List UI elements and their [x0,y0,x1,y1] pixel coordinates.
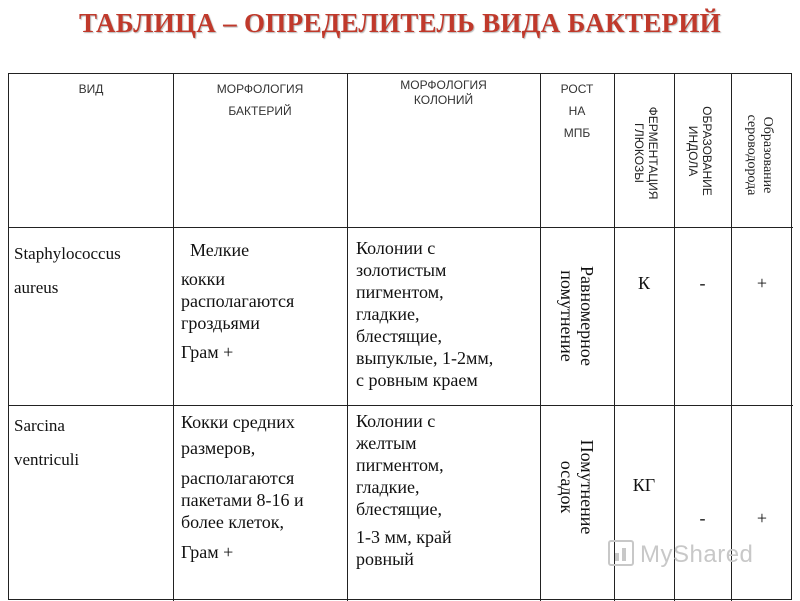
watermark [608,540,753,569]
header-glucose-line2: ГЛЮКОЗЫ [632,123,646,183]
row1-morph-line4: гроздьями [181,313,260,333]
row-divider [9,405,793,406]
row2-growth-line2: осадок [557,460,577,514]
row1-species [14,237,172,305]
row2-growth [557,437,597,537]
header-h2s-line2: сероводорода [744,114,759,196]
row1-morph-line1: Мелкие [190,240,250,260]
row2-col-line4: гладкие, [356,477,420,497]
header-growth-line1: РОСТ [560,82,594,96]
row-divider [9,227,793,228]
row1-species-line2: aureus [14,278,59,297]
col-divider [614,74,615,601]
header-growth-line3: МПБ [563,126,591,140]
row2-col-line1: Колонии с [356,411,436,431]
row1-col-line4: гладкие, [356,304,420,324]
header-morph-colonies-line1: МОРФОЛОГИЯ [400,78,487,92]
row2-col-line3: пигментом, [356,455,444,475]
row2-col-line7: ровный [356,549,414,569]
header-morph-colonies-line2: КОЛОНИЙ [413,93,474,107]
header-h2s [743,100,775,210]
col-divider [347,74,348,601]
header-morph-bacteria-line2: БАКТЕРИЙ [228,104,292,118]
bacteria-table [8,73,792,600]
row1-indole: - [699,273,706,293]
row1-growth-line1: Равномерное [577,265,597,366]
page-title: ТАБЛИЦА – ОПРЕДЕЛИТЕЛЬ ВИДА БАКТЕРИЙ [79,8,721,38]
row1-col-line2: золотистым [356,260,447,280]
row2-morph-line5: более клеток, [181,512,284,532]
row2-morph-line4: пакетами 8-16 и [181,490,304,510]
row2-colonies [356,410,541,570]
row2-morph-line2: размеров, [181,438,256,458]
row2-species [14,409,172,477]
watermark-text: MyShared [640,541,754,568]
row2-morph-line3: располагаются [181,468,295,488]
row2-growth-line1: Помутнение [577,439,597,535]
row2-h2s: + [756,508,768,528]
row2-col-line6: 1-3 мм, край [356,527,452,547]
row1-morph-line3: располагаются [181,291,295,311]
row2-col-line2: желтым [356,433,417,453]
row1-col-line5: блестящие, [356,326,443,346]
header-morph-bacteria-line1: МОРФОЛОГИЯ [216,82,304,96]
header-h2s-line1: Образование [760,116,775,194]
row1-col-line1: Колонии с [356,238,436,258]
header-species-label: ВИД [78,82,104,96]
presentation-icon [608,540,634,566]
row2-species-line2: ventriculi [14,450,80,469]
row2-morphology [181,411,346,563]
header-indole-line1: ОБРАЗОВАНИЕ [700,106,714,196]
row1-morph-line2: кокки [181,269,225,289]
row1-col-line3: пигментом, [356,282,444,302]
row1-morphology [181,239,346,363]
row1-h2s: + [756,273,768,293]
header-growth [540,78,614,144]
header-glucose [632,93,660,213]
header-growth-line2: НА [568,104,586,118]
row1-growth [557,256,597,376]
row1-colonies [356,237,541,391]
header-glucose-line1: ФЕРМЕНТАЦИЯ [646,106,660,200]
col-divider [173,74,174,601]
row1-morph-line5: Грам + [181,342,234,362]
row2-morph-line6: Грам + [181,542,234,562]
header-indole-line2: ИНДОЛА [686,125,700,177]
row1-glucose: К [637,273,650,293]
header-morph-colonies [347,78,540,108]
header-indole [686,96,714,206]
row1-species-line1: Staphylococcus [14,244,121,263]
row2-glucose: КГ [632,475,656,495]
header-morph-bacteria [173,78,347,122]
header-species [9,78,173,100]
row1-col-line7: с ровным краем [356,370,478,390]
row1-col-line6: выпуклые, 1-2мм, [356,348,494,368]
row2-species-line1: Sarcina [14,416,65,435]
row2-indole: - [699,508,706,528]
row2-col-line5: блестящие, [356,499,443,519]
row1-growth-line2: помутнение [557,270,577,362]
row2-morph-line1: Кокки средних [181,412,295,432]
